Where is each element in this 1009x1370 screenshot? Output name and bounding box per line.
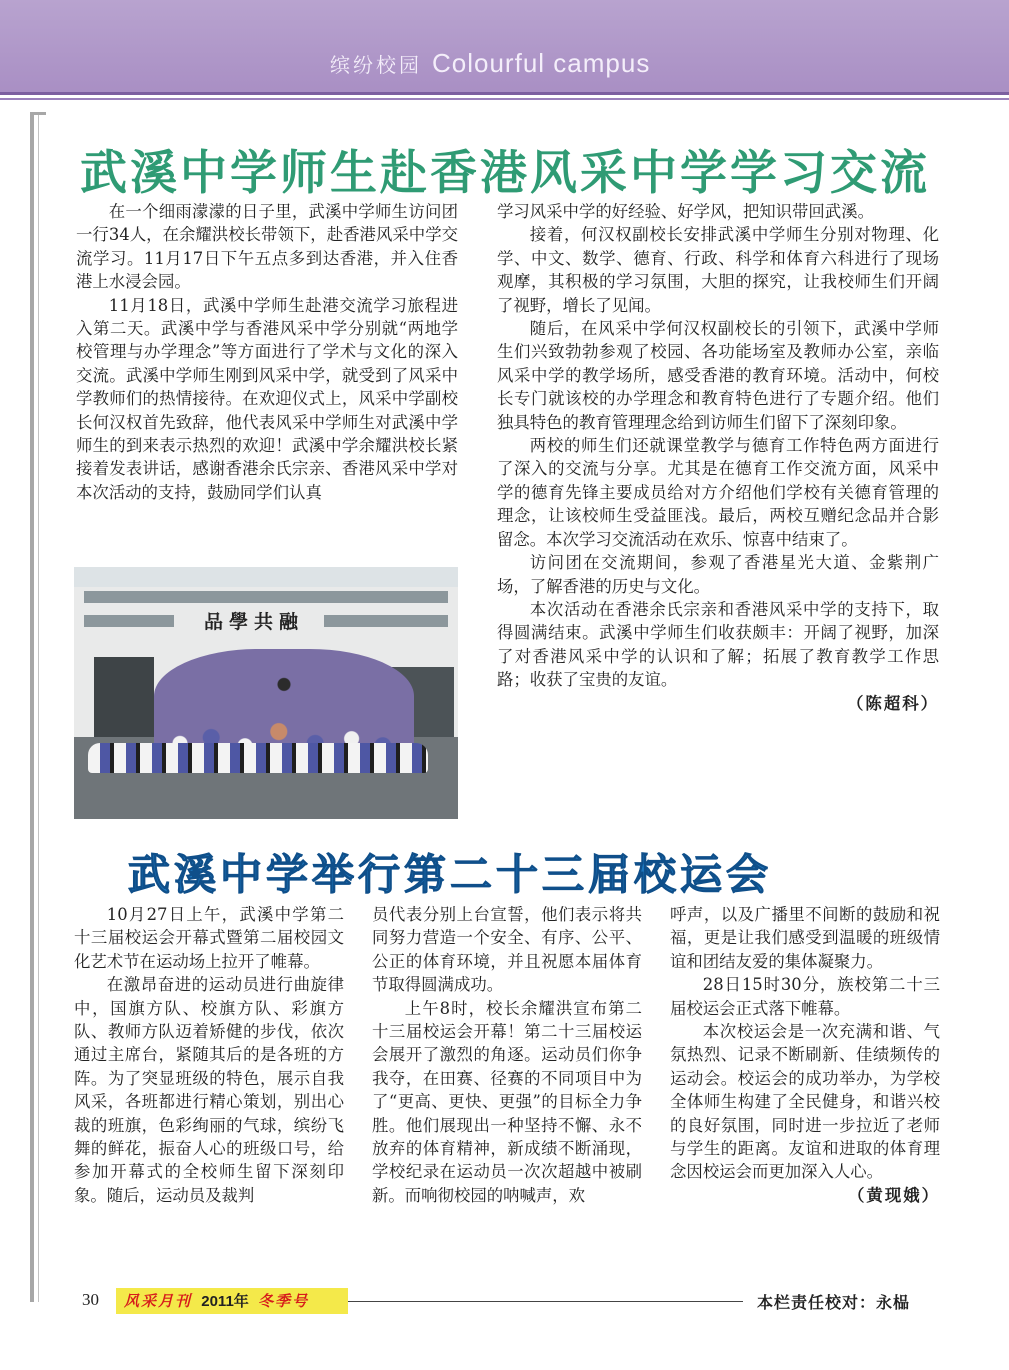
article2-column-1	[74, 903, 344, 1263]
article2-column-2	[372, 903, 642, 1263]
magazine-name: 风采月刊	[124, 1292, 193, 1310]
paragraph: 本次校运会是一次充满和谐、气氛热烈、记录不断刷新、佳绩频传的运动会。校运会的成功举办，为学校全体师生构建了全民健身，和谐兴校的良好氛围，同时进一步拉近了老师与学生的距离。友谊和进取的体育理念因校运会而更加深入人心。	[670, 1022, 940, 1182]
paragraph: 接着，何汉权副校长安排武溪中学师生分别对物理、化学、中文、数学、德育、行政、科学和体育六科进行了现场观摩，其积极的学习氛围，大胆的探究，让我校师生们开阔了视野，增长了见闻。	[497, 225, 939, 315]
article1-column-1	[76, 200, 458, 562]
paragraph: 28日15时30分，族校第二十三届校运会正式落下帷幕。	[670, 975, 940, 1018]
photo-banner: 品學共融	[203, 611, 304, 633]
footer-rule	[348, 1301, 743, 1302]
article2-title: 武溪中学举行第二十三届校运会	[128, 850, 773, 899]
article2-column-3	[670, 903, 940, 1263]
section-header	[330, 48, 650, 84]
section-name-en: Colourful campus	[432, 48, 651, 78]
paragraph: 随后，在风采中学何汉权副校长的引领下，武溪中学师生们兴致勃勃参观了校园、各功能场室及教师办公室，亲临风采中学的教学场所，感受香港的教育环境。活动中，何校长专门就该校的办学理念和教育特色进行了专题介绍。他们独具特色的教育管理理念给到访师生们留下了深刻印象。	[497, 319, 939, 432]
paragraph: 访问团在交流期间，参观了香港星光大道、金紫荆广场，了解香港的历史与文化。	[497, 553, 939, 596]
magazine-season: 冬季号	[258, 1292, 310, 1310]
paragraph: 上午8时，校长余耀洪宣布第二十三届校运会开幕！第二十三届校运会展开了激烈的角逐。运动员们你争我夺，在田赛、径赛的不同项目中为了“更高、更快、更强”的目标全力争胜。他们展现出一种坚持不懈、永不放弃的体育精神，新成绩不断涌现，学校纪录在运动员一次次超越中被刷新。而响彻校园的呐喊声，欢	[372, 998, 642, 1205]
proofreader-credit: 本栏责任校对：永榀	[757, 1293, 911, 1312]
paragraph: 员代表分别上台宣誓，他们表示将共同努力营造一个安全、有序、公平、公正的体育环境，并且祝愿本届体育节取得圆满成功。	[372, 905, 642, 995]
paragraph: 在一个细雨濛濛的日子里，武溪中学师生访问团一行34人，在余耀洪校长带领下，赴香港风采中学交流学习。11月17日下午五点多到达香港，并入住香港上水浸会园。	[76, 202, 458, 292]
magazine-year: 2011年	[201, 1293, 249, 1310]
article1-column-2	[497, 200, 939, 830]
group-photo	[74, 567, 458, 819]
paragraph: 本次活动在香港余氏宗亲和香港风采中学的支持下，取得圆满结束。武溪中学师生们收获颇丰：开阔了视野，加深了对香港风采中学的认识和了解；拓展了教育教学工作思路；收获了宝贵的友谊。	[497, 599, 939, 690]
paragraph: 11月18日，武溪中学师生赴港交流学习旅程进入第二天。武溪中学与香港风采中学分别就“两地学校管理与办学理念”等方面进行了学术与文化的深入交流。武溪中学师生刚到风采中学，就受到了风采中学教师们的热情接待。在欢迎仪式上，风采中学副校长何汉权首先致辞，他代表风采中学师生对武溪中学师生的到来表示热烈的欢迎！武溪中学余耀洪校长紧接着发表讲话，感谢香港余氏宗亲、香港风采中学对本次活动的支持，鼓励同学们认真	[76, 295, 458, 502]
paragraph: 10月27日上午，武溪中学第二十三届校运会开幕式暨第二届校园文化艺术节在运动场上拉开了帷幕。	[74, 905, 344, 971]
header-divider	[0, 92, 1009, 100]
magazine-badge	[116, 1288, 348, 1314]
paragraph: 两校的师生们还就课堂教学与德育工作特色两方面进行了深入的交流与分享。尤其是在德育工作交流方面，风采中学的德育先锋主要成员给对方介绍他们学校有关德育管理的理念，让该校师生受益匪浅。最后，两校互赠纪念品并合影留念。本次学习交流活动在欢乐、惊喜中结束了。	[497, 436, 939, 549]
article1-title: 武溪中学师生赴香港风采中学学习交流	[80, 146, 930, 201]
article2-author: （黄现娥）	[848, 1185, 940, 1205]
paragraph: 学习风采中学的好经验、好学风，把知识带回武溪。	[497, 202, 874, 221]
section-name-zh: 缤纷校园	[330, 53, 422, 77]
left-margin-rule	[30, 112, 34, 1302]
paragraph: 在激昂奋进的运动员进行曲旋律中，国旗方队、校旗方队、彩旗方队、教师方队迈着矫健的步伐，依次通过主席台，紧随其后的是各班的方阵。为了突显班级的特色，展示自我风采，各班都进行精心策划，别出心裁的班旗，色彩绚丽的气球，缤纷飞舞的鲜花，振奋人心的班级口号，给参加开幕式的全校师生留下深刻印象。随后，运动员及裁判	[74, 975, 344, 1205]
page-number: 30	[82, 1290, 99, 1309]
photo-front-row	[88, 743, 428, 773]
paragraph: 呼声，以及广播里不间断的鼓励和祝福，更是让我们感受到温暖的班级情谊和团结友爱的集体凝聚力。	[670, 905, 940, 971]
article1-author: （陈超科）	[847, 693, 939, 713]
left-margin-rule-cap	[30, 112, 46, 115]
left-margin-rule-thin	[38, 112, 39, 1302]
